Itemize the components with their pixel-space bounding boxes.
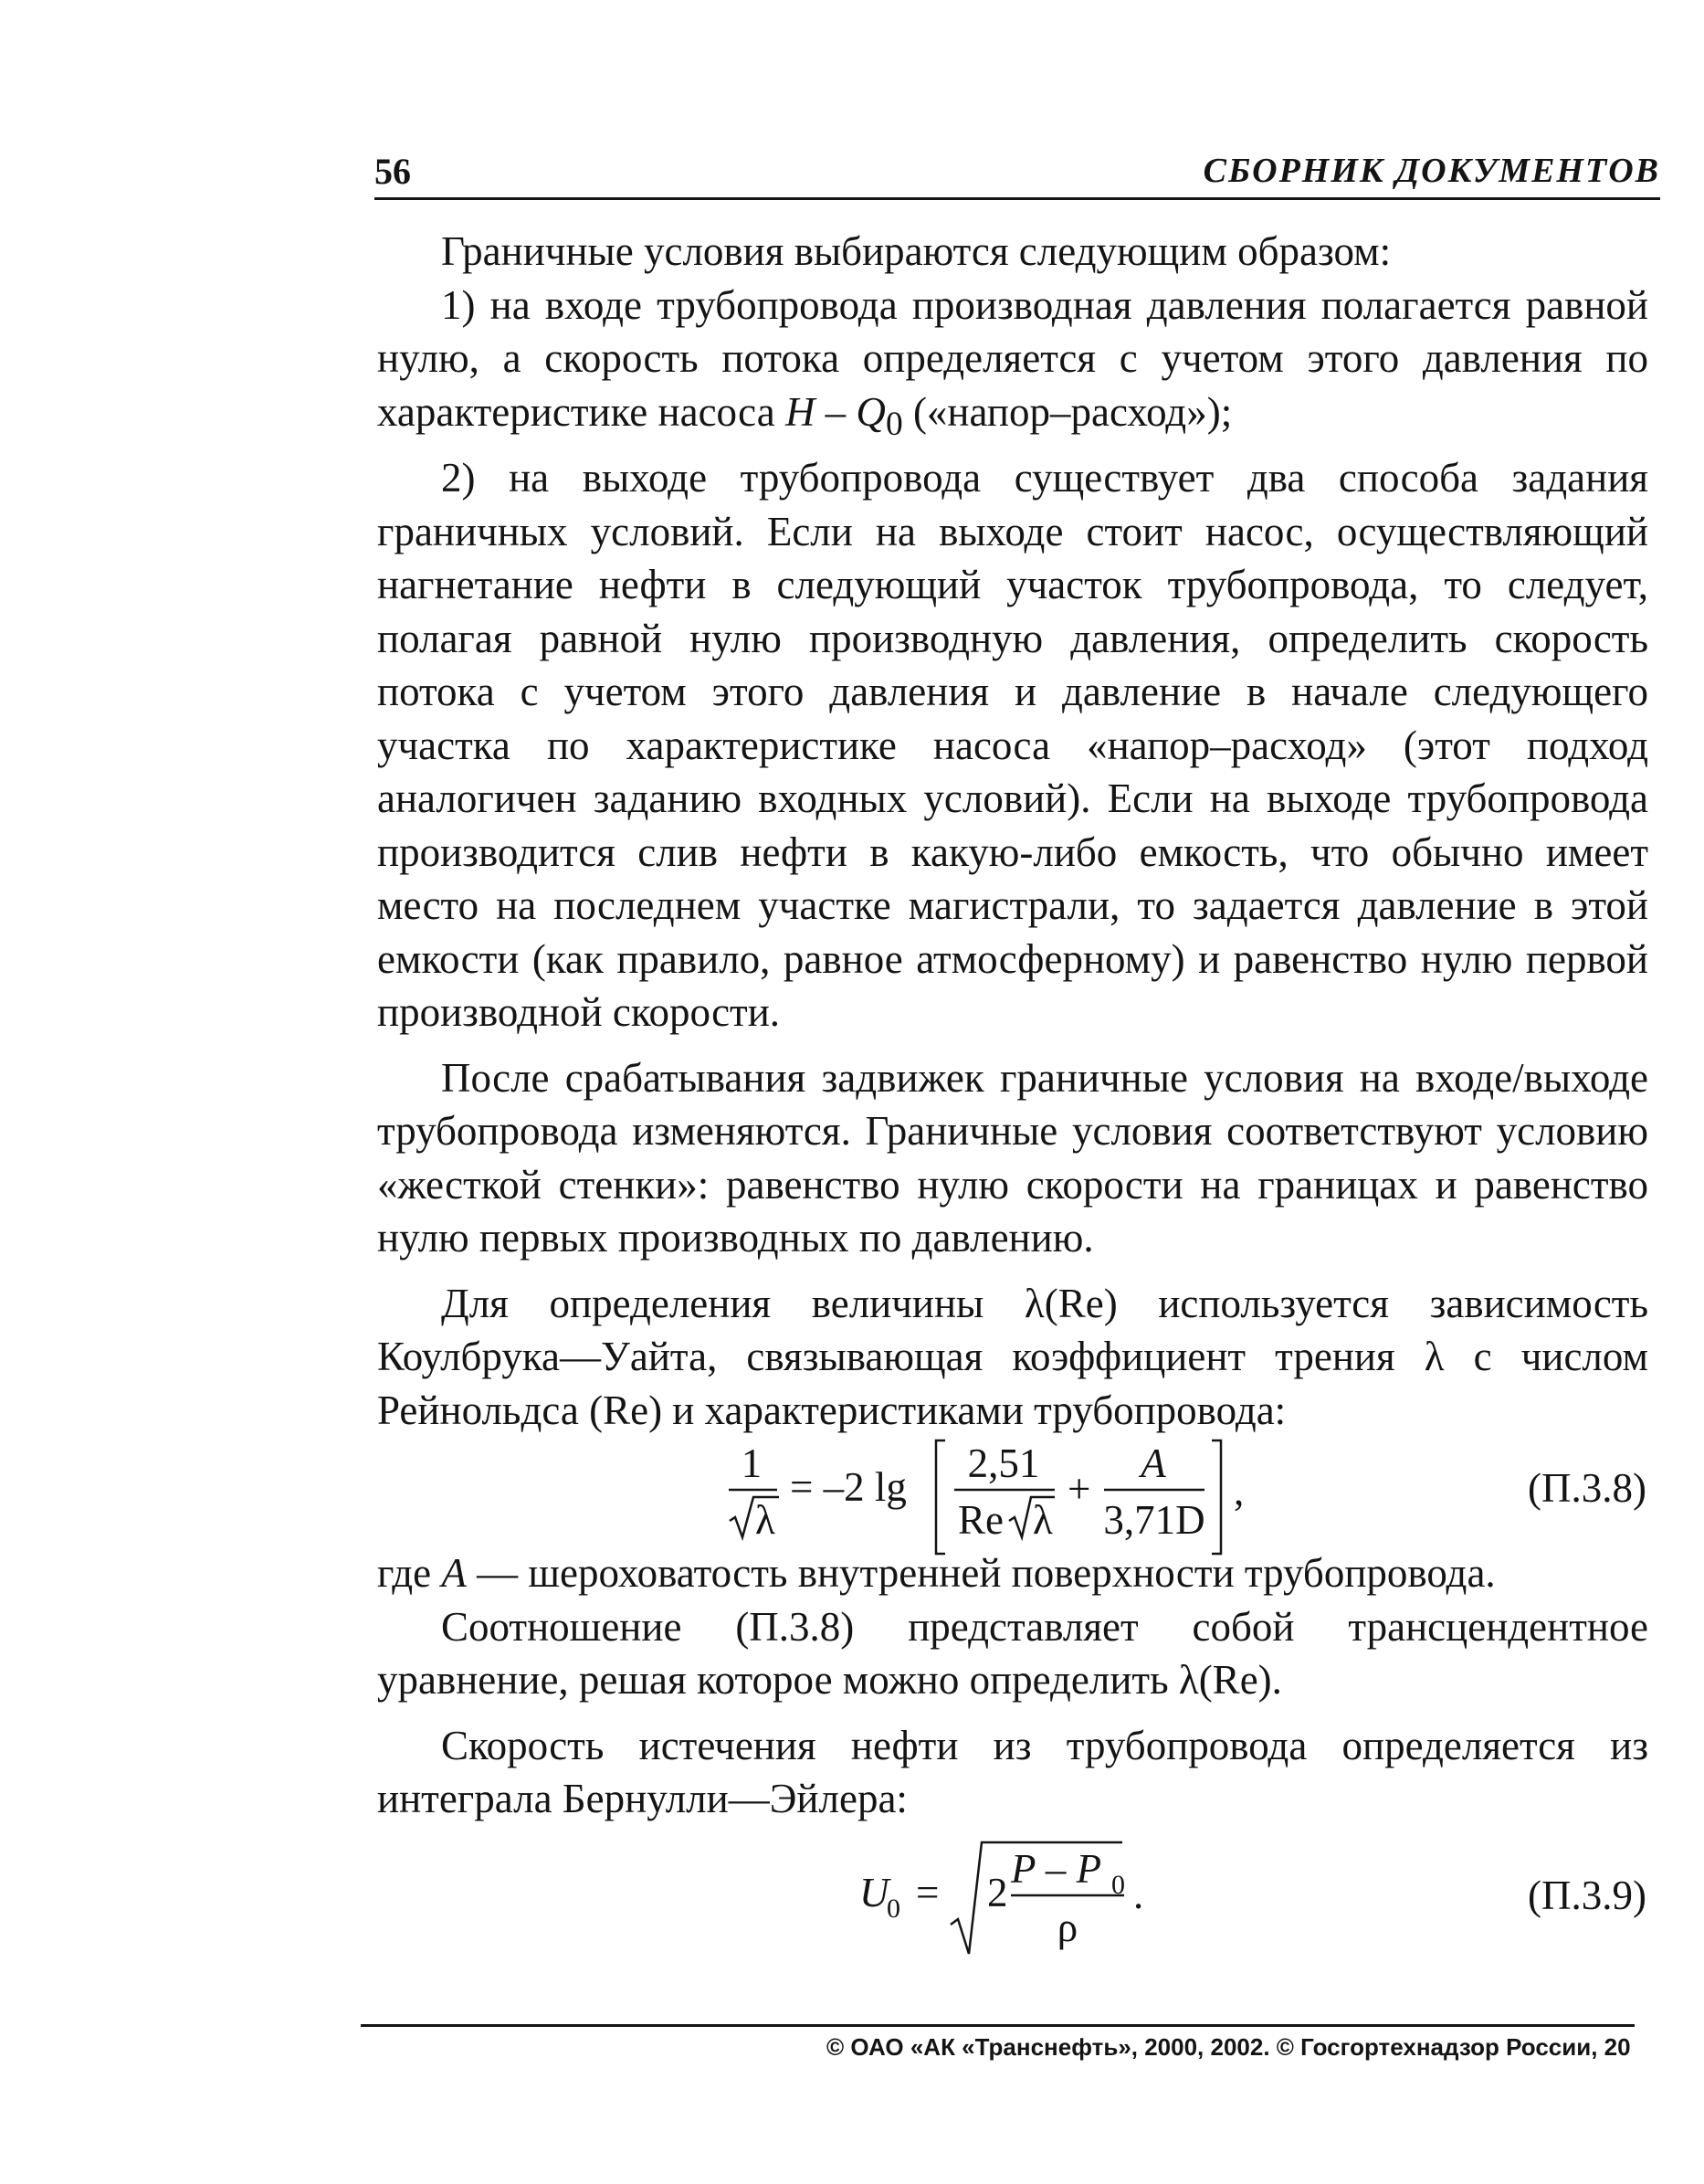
f1-num1: 2,51: [967, 1440, 1040, 1486]
formula-2-number: (П.3.9): [1528, 1872, 1646, 1918]
f1-minus-2lg: = –2 lg: [790, 1464, 907, 1510]
paragraph-2: [377, 279, 1648, 452]
f1-left-bracket: [936, 1440, 945, 1554]
paragraph-7: Соотношение (П.3.8) представляет собой трансцендентное уравнение, решая которое можно определить λ(Re).: [377, 1603, 1648, 1703]
paragraph-2-tail: («напор–расход»);: [902, 388, 1233, 435]
f2-two: 2: [987, 1869, 1008, 1915]
paragraph-6-lead: где: [377, 1550, 432, 1596]
f1-lambda-right: λ: [1033, 1497, 1053, 1543]
body-text: [377, 225, 1648, 1963]
f1-den2: 3,71D: [1103, 1497, 1205, 1543]
f2-dot: .: [1133, 1871, 1144, 1917]
footer-copyright: © ОАО «АК «Транснефть», 2000, 2002. © Госгортехнадзор России, 20: [826, 2033, 1631, 2061]
formula-bernoulli: [377, 1826, 1648, 1963]
f2-num-sub: 0: [1111, 1869, 1125, 1900]
f1-plus: +: [1068, 1466, 1091, 1512]
paragraph-3: 2) на выходе трубопровода существует два способа задания граничных условий. Если на выходе стоит насос, осуществляющий нагнетание нефти в следующий участок трубопровода, то следует, полагая равной нулю производную давления, определить скорость потока с учетом этого давления и давление в начале следующего участка по характеристике насоса «напор–расход» (этот подход аналогичен заданию входных условий). Если на выходе трубопровода производится слив нефти в какую-либо емкость, что обычно имеет место на последнем участке магистрали, то задается давление в этой емкости (как правило, равное атмосферному) и равенство нулю первой производной скорости.: [377, 455, 1648, 1035]
header-rule: [374, 197, 1660, 200]
paragraph-8: Скорость истечения нефти из трубопровода определяется из интеграла Бернулли—Эйлера:: [377, 1722, 1648, 1821]
f1-lambda-left: λ: [755, 1497, 775, 1543]
formula-colebrook-svg: [377, 1437, 1648, 1556]
pump-characteristic-math: H – Q: [784, 388, 886, 435]
paragraph-4: После срабатывания задвижек граничные условия на входе/выходе трубопровода изменяются. Граничные условия соответствуют условию «жесткой стенки»: равенство нулю скорости на границах и равенство нулю первых производных по давлению.: [377, 1054, 1648, 1261]
pump-characteristic-sub: 0: [885, 405, 903, 443]
footer-rule: [361, 2024, 1635, 2027]
f2-lhs-sub: 0: [887, 1893, 900, 1924]
paragraph-1: Граничные условия выбираются следующим образом:: [441, 228, 1392, 274]
paragraph-2-text: 1) на входе трубопровода производная давления полагается равной нулю, а скорость потока определяется с учетом этого давления по характеристике насоса: [377, 281, 1648, 435]
f2-num: P – P: [1011, 1845, 1102, 1892]
roughness-symbol: A: [441, 1550, 467, 1596]
formula-1-number: (П.3.8): [1528, 1465, 1646, 1511]
f1-den1-re: Re: [958, 1497, 1004, 1543]
paragraph-6-rest: — шероховатость внутренней поверхности трубопровода.: [466, 1550, 1496, 1596]
formula-bernoulli-svg: [377, 1826, 1648, 1963]
f2-lhs: U: [859, 1869, 889, 1915]
paragraph-5: Для определения величины λ(Re) используется зависимость Коулбрука—Уайта, связывающая коэффициент трения λ с числом Рейнольдса (Re) и характеристиками трубопровода:: [377, 1280, 1648, 1433]
f2-equals: =: [916, 1869, 940, 1915]
f1-comma: ,: [1234, 1468, 1245, 1514]
f1-right-bracket: [1212, 1440, 1221, 1554]
page-number: 56: [374, 151, 411, 192]
f1-num2: A: [1141, 1440, 1166, 1486]
formula-colebrook: [377, 1437, 1648, 1546]
f2-den: ρ: [1057, 1904, 1078, 1950]
f1-numerator-one: 1: [741, 1440, 763, 1486]
running-title: СБОРНИК ДОКУМЕНТОВ: [1203, 152, 1660, 190]
